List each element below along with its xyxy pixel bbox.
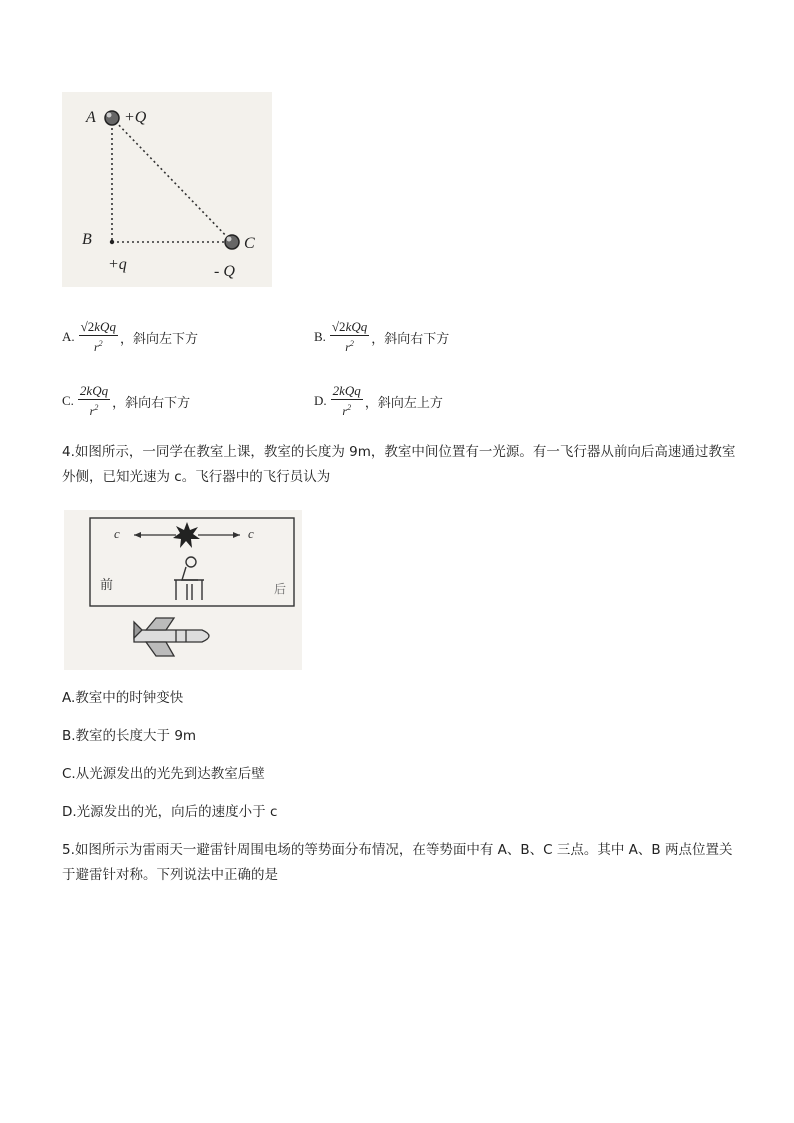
label-c: C [244, 235, 255, 252]
charge-a-highlight [107, 113, 112, 118]
label-back: 后 [274, 582, 287, 596]
option-letter: D. [314, 393, 327, 408]
question-4-text: 4.如图所示，一同学在教室上课，教室的长度为 9m，教室中间位置有一光源。有一飞行器从前向后高速通过教室外侧，已知光速为 c。飞行器中的飞行员认为 [62, 444, 736, 485]
option-letter: A. [62, 329, 75, 344]
power: 2 [349, 339, 354, 348]
question-4-option-b: B.教室的长度大于 9m [62, 728, 197, 744]
label-a: A [86, 109, 96, 126]
label-minus-q: - Q [214, 263, 235, 280]
label-b: B [82, 231, 92, 248]
numerator-rest: kQq [94, 319, 116, 334]
question-4-option-d: D.光源发出的光，向后的速度小于 c [62, 804, 278, 820]
option-b [314, 320, 449, 354]
option-letter: C. [62, 393, 74, 408]
power: 2 [98, 339, 103, 348]
classroom-figure [64, 510, 302, 670]
option-letter: B. [314, 329, 326, 344]
question-4-option-c: C.从光源发出的光先到达教室后壁 [62, 766, 265, 782]
option-d [314, 384, 443, 418]
arrow-right-head [233, 532, 240, 538]
power: 2 [94, 403, 99, 412]
charge-triangle-diagram [62, 92, 272, 287]
charge-triangle-figure [62, 92, 272, 287]
option-a-fraction [79, 320, 118, 354]
option-a [62, 320, 198, 354]
charge-b-point [110, 240, 114, 244]
sqrt-two: √2 [80, 319, 95, 334]
label-front: 前 [100, 578, 114, 593]
numerator: 2kQq [79, 383, 109, 398]
numerator: 2kQq [332, 383, 361, 398]
denominator: r [345, 340, 350, 354]
label-plus-q-small: +q [108, 256, 127, 273]
power: 2 [347, 403, 352, 412]
option-b-direction: ，斜向右下方 [371, 331, 450, 347]
charge-c-sphere [225, 235, 239, 249]
option-c [62, 384, 190, 418]
light-source-star-icon [173, 522, 200, 548]
dotted-line-ac [112, 118, 232, 242]
option-d-fraction [331, 384, 363, 418]
denominator: r [89, 404, 95, 418]
denominator: r [93, 340, 99, 354]
arrow-left-head [134, 532, 141, 538]
classroom-diagram [64, 510, 302, 670]
charge-a-sphere [105, 111, 119, 125]
label-plus-q-big: +Q [124, 109, 147, 126]
question-5-text: 5.如图所示为雷雨天一避雷针周围电场的等势面分布情况，在等势面中有 A、B、C 三点。其中 A、B 两点位置关于避雷针对称。下列说法中正确的是 [62, 842, 733, 883]
option-a-direction: ，斜向左下方 [119, 331, 198, 347]
student-at-desk-icon [174, 557, 204, 600]
option-c-direction: ，斜向右下方 [112, 395, 191, 411]
label-c-left: c [114, 526, 120, 541]
spacecraft-icon [134, 618, 209, 656]
option-c-fraction [78, 384, 110, 418]
charge-c-highlight [227, 237, 232, 242]
label-c-right: c [248, 526, 254, 541]
numerator-rest: kQq [345, 319, 368, 334]
denominator: r [342, 404, 348, 418]
option-d-direction: ，斜向左上方 [364, 395, 443, 411]
question-4-option-a: A.教室中的时钟变快 [62, 690, 184, 706]
option-b-fraction [330, 320, 369, 354]
sqrt-two: √2 [331, 319, 346, 334]
